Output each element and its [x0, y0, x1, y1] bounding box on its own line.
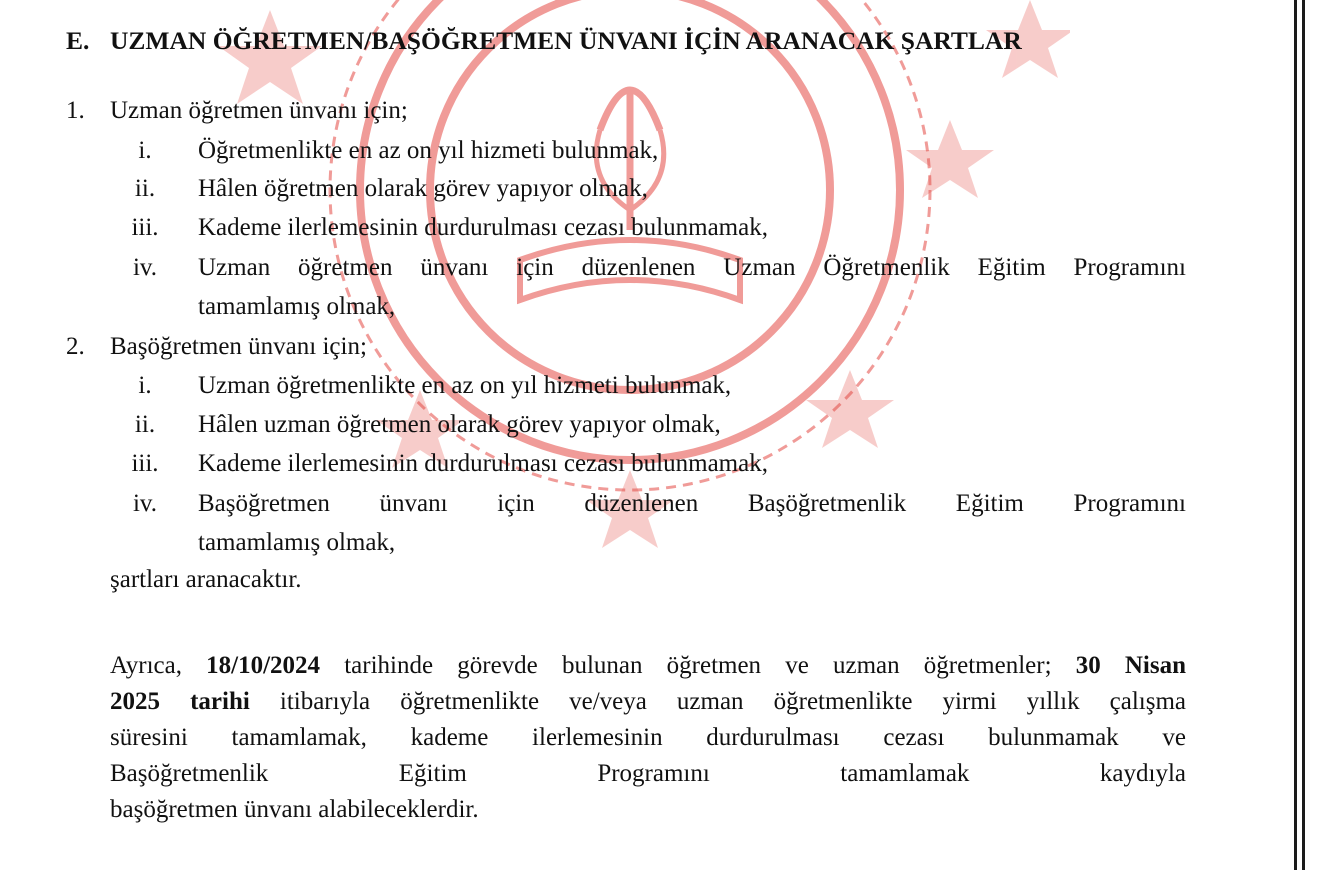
sub-item-text: Uzman öğretmenlikte en az on yıl hizmeti bulunmak,: [198, 372, 732, 399]
list-title: Başöğretmen ünvanı için;: [110, 333, 367, 360]
roman-numeral: iv.: [132, 490, 158, 517]
closing-text: şartları aranacaktır.: [110, 566, 302, 593]
list-number: 1.: [66, 97, 85, 124]
section-heading: [66, 26, 1022, 56]
text-run: Ayrıca,: [110, 652, 207, 679]
roman-numeral: i.: [138, 137, 152, 164]
paragraph-line: başöğretmen ünvanı alabileceklerdir.: [110, 796, 479, 823]
paragraph-line: Başöğretmenlik Eğitim Programını tamamlamak kaydıyla: [110, 760, 1186, 787]
roman-numeral: iii.: [131, 214, 159, 241]
body-paragraph: [110, 648, 1186, 828]
text-run: tarihinde görevde bulunan öğretmen ve uzman öğretmenler;: [320, 652, 1076, 679]
list-number: 2.: [66, 333, 85, 360]
sub-item-text: tamamlamış olmak,: [198, 529, 396, 556]
sub-item-text: Uzman öğretmen ünvanı için düzenlenen Uzman Öğretmenlik Eğitim Programını: [198, 254, 1186, 281]
roman-numeral: ii.: [134, 411, 156, 438]
roman-numeral: i.: [138, 372, 152, 399]
sub-item-text: Başöğretmen ünvanı için düzenlenen Başöğretmenlik Eğitim Programını: [198, 490, 1186, 517]
sub-item-text: Öğretmenlikte en az on yıl hizmeti bulunmak,: [198, 137, 659, 164]
heading-letter: E.: [66, 26, 90, 55]
text-run: itibarıyla öğretmenlikte ve/veya uzman öğretmenlikte yirmi yıllık çalışma: [249, 688, 1186, 715]
sub-item-text: tamamlamış olmak,: [198, 293, 396, 320]
roman-numeral: iv.: [132, 254, 158, 281]
heading-title: UZMAN ÖĞRETMEN/BAŞÖĞRETMEN ÜNVANI İÇİN ARANACAK ŞARTLAR: [110, 26, 1022, 55]
date-bold: 2025 tarihi: [110, 688, 250, 715]
sub-item-text: Kademe ilerlemesinin durdurulması cezası bulunmamak,: [198, 450, 768, 477]
page-border-line: [1294, 0, 1297, 870]
page-border-line: [1302, 0, 1305, 870]
date-bold: 30 Nisan: [1075, 652, 1187, 679]
sub-item-text: Hâlen uzman öğretmen olarak görev yapıyor olmak,: [198, 411, 721, 438]
paragraph-line: [110, 648, 1186, 684]
roman-numeral: iii.: [131, 450, 159, 477]
sub-item-text: Kademe ilerlemesinin durdurulması cezası bulunmamak,: [198, 214, 768, 241]
roman-numeral: ii.: [134, 175, 156, 202]
date-bold: 18/10/2024: [206, 652, 321, 679]
sub-item-text: Hâlen öğretmen olarak görev yapıyor olmak,: [198, 175, 648, 202]
paragraph-line: [110, 684, 1186, 720]
paragraph-line: süresini tamamlamak, kademe ilerlemesinin durdurulması cezası bulunmamak ve: [110, 724, 1186, 751]
list-title: Uzman öğretmen ünvanı için;: [110, 97, 408, 124]
